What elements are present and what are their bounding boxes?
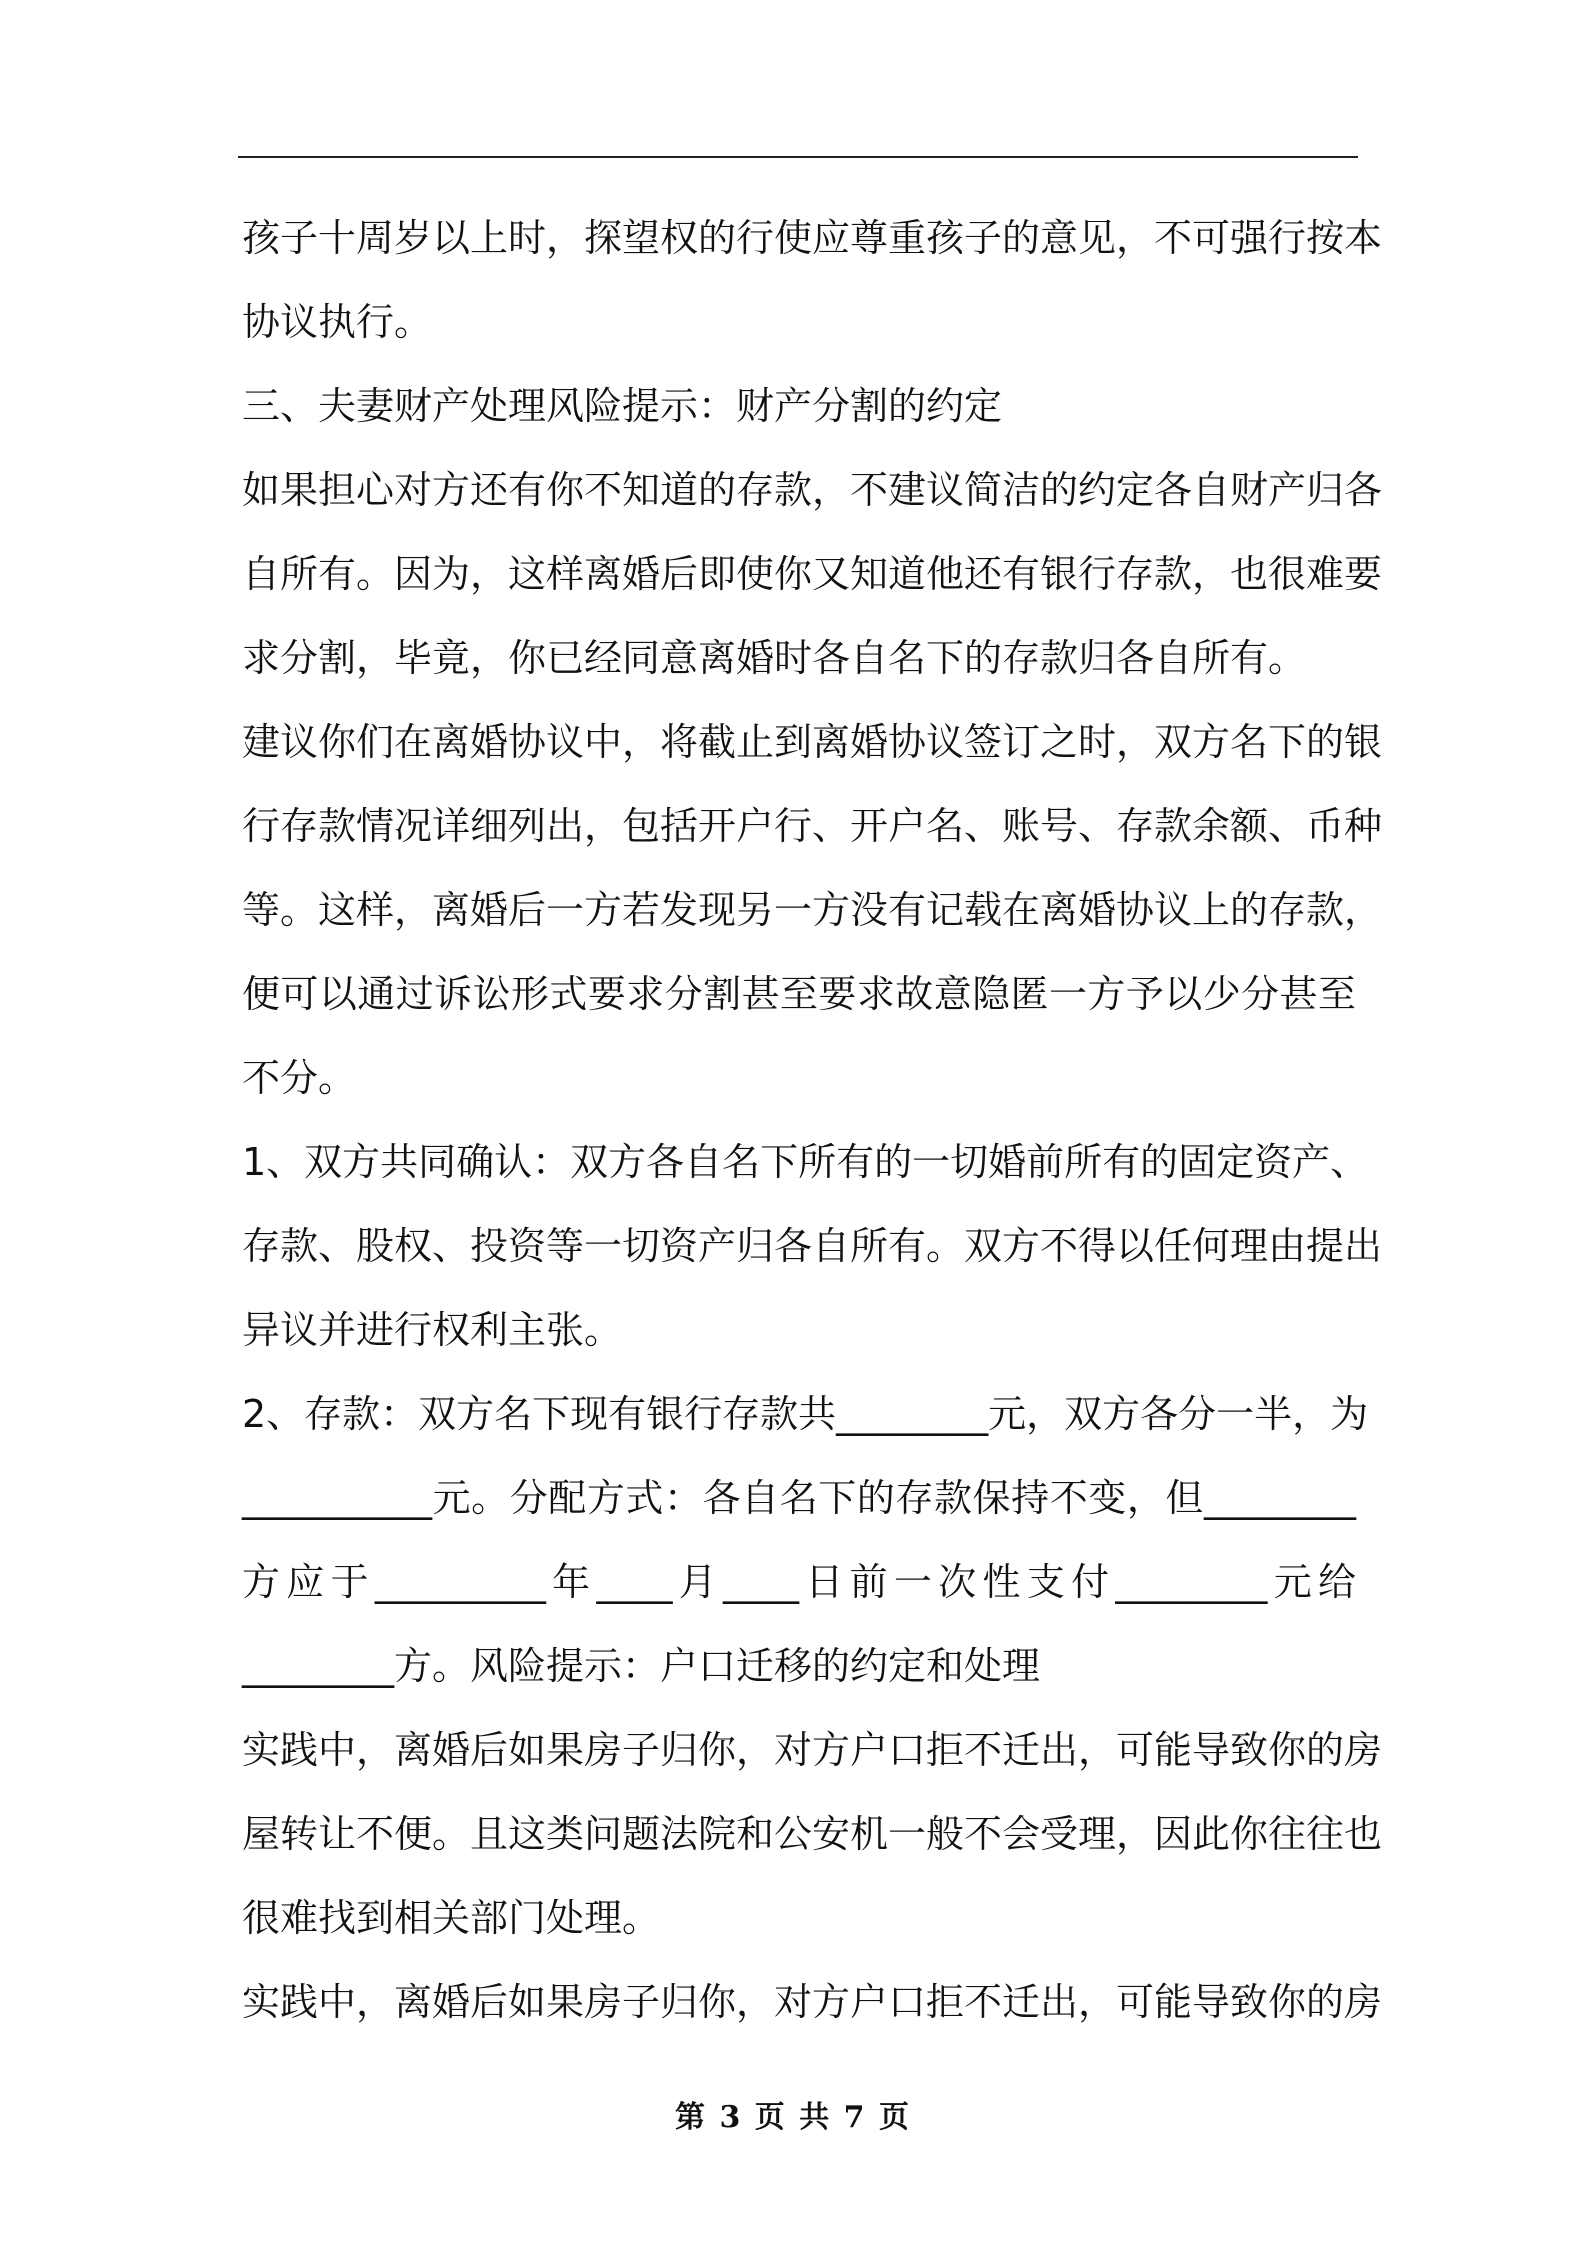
text-line: 方应于_________年____月____日前一次性支付________元给: [242, 1560, 1356, 1604]
text-line: 建议你们在离婚协议中，将截止到离婚协议签订之时，双方名下的银: [242, 720, 1383, 764]
text-line: 存款、股权、投资等一切资产归各自所有。双方不得以任何理由提出: [242, 1224, 1383, 1268]
text-line: 便可以通过诉讼形式要求分割甚至要求故意隐匿一方予以少分甚至: [242, 972, 1356, 1016]
list-item: 1、双方共同确认：双方各自名下所有的一切婚前所有的固定资产、: [242, 1140, 1369, 1184]
text-line: 不分。: [242, 1056, 357, 1100]
page-number: 第 3 页 共 7 页: [675, 2100, 911, 2135]
section-heading: 三、夫妻财产处理风险提示：财产分割的约定: [242, 384, 1003, 428]
text-line: 求分割，毕竟，你已经同意离婚时各自名下的存款归各自所有。: [242, 636, 1307, 680]
list-item: 2、存款：双方名下现有银行存款共________元，双方各分一半，为: [242, 1392, 1369, 1436]
text-line: 如果担心对方还有你不知道的存款，不建议简洁的约定各自财产归各: [242, 468, 1383, 512]
text-line: 等。这样，离婚后一方若发现另一方没有记载在离婚协议上的存款，: [242, 888, 1383, 932]
text-line: 自所有。因为，这样离婚后即使你又知道他还有银行存款，也很难要: [242, 552, 1383, 596]
text-line: 很难找到相关部门处理。: [242, 1896, 661, 1940]
header-rule: [238, 156, 1358, 158]
text-line: 行存款情况详细列出，包括开户行、开户名、账号、存款余额、币种: [242, 804, 1383, 848]
document-body: [242, 196, 1383, 2044]
text-line: ________方。风险提示：户口迁移的约定和处理: [242, 1644, 1041, 1688]
text-line: 实践中，离婚后如果房子归你，对方户口拒不迁出，可能导致你的房: [242, 1980, 1383, 2024]
text-line: __________元。分配方式：各自名下的存款保持不变，但________: [242, 1476, 1356, 1520]
text-line: 实践中，离婚后如果房子归你，对方户口拒不迁出，可能导致你的房: [242, 1728, 1383, 1772]
text-line: 协议执行。: [242, 300, 433, 344]
text-line: 屋转让不便。且这类问题法院和公安机一般不会受理，因此你往往也: [242, 1812, 1383, 1856]
text-line: 异议并进行权利主张。: [242, 1308, 623, 1352]
text-line: 孩子十周岁以上时，探望权的行使应尊重孩子的意见，不可强行按本: [242, 216, 1383, 260]
